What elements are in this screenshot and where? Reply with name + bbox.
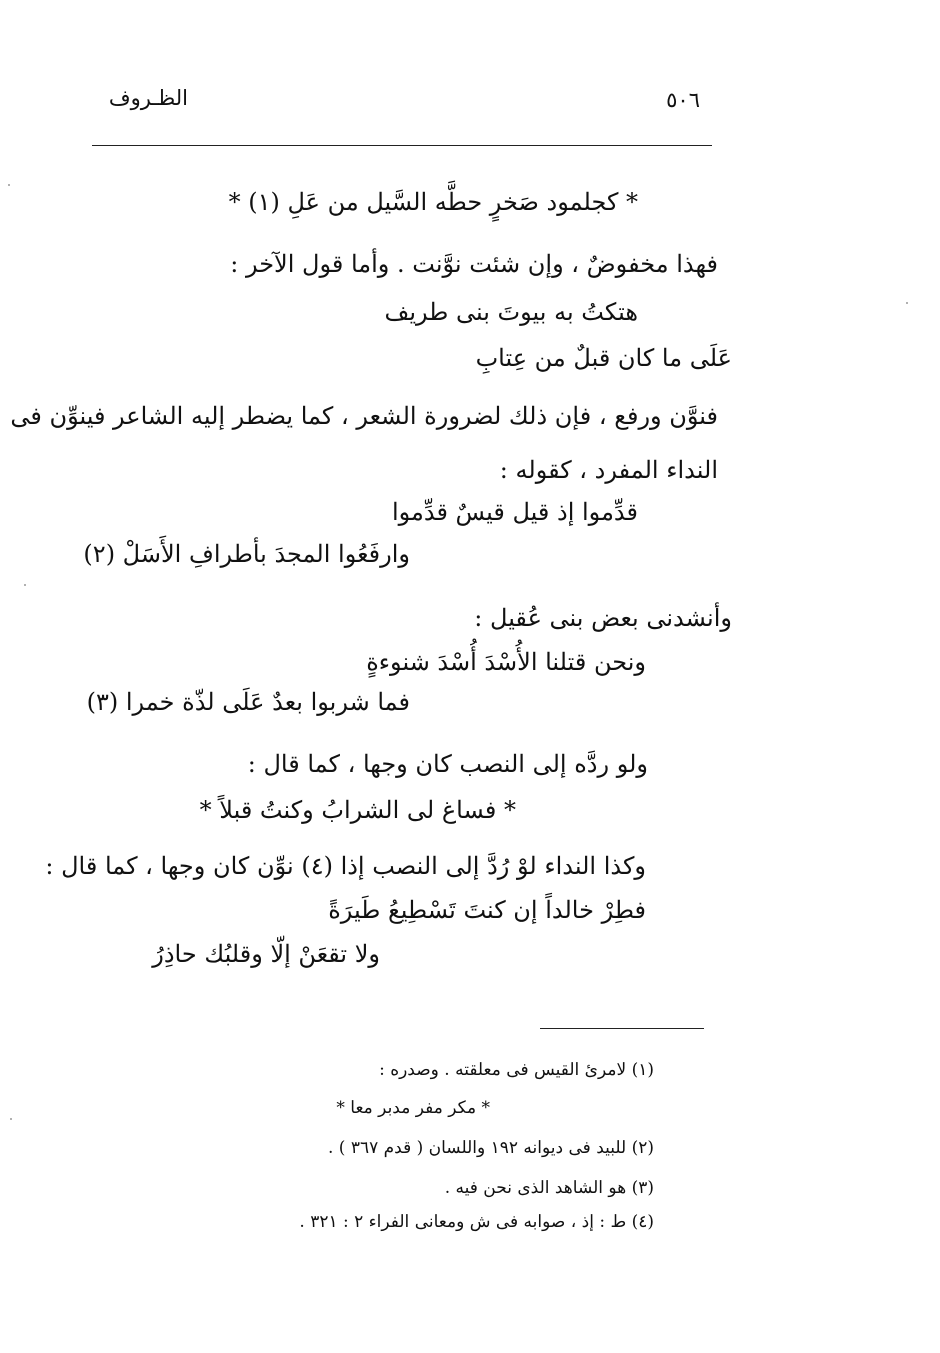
footnote-3: (٣) هو الشاهد الذى نحن فيه .: [444, 1178, 654, 1198]
footnote-2: (٢) للبيد فى ديوانه ١٩٢ واللسان ( قدم ٣٦٧ ) .: [327, 1138, 654, 1158]
scan-speck: [906, 302, 908, 304]
verse-line-10: ونحن قتلنا الأُسْدَ أُسْدَ شنوءةٍ: [366, 648, 646, 676]
prose-line-9: وأنشدنى بعض بنى عُقيل :: [474, 604, 732, 632]
header-divider: [92, 145, 712, 146]
verse-line-3: هتكتُ به بيوتَ بنى طريف: [384, 298, 638, 326]
prose-line-6: النداء المفرد ، كقوله :: [499, 456, 718, 484]
footnote-1: (١) لامرئ القيس فى معلقته . وصدره :: [379, 1060, 654, 1080]
scan-speck: [10, 1118, 12, 1120]
prose-line-2: فهذا مخفوضٌ ، وإن شئت نوَّنت . وأما قول الآخر :: [230, 250, 718, 278]
page-number: ٥٠٦: [666, 88, 700, 112]
prose-line-12: ولو ردَّه إلى النصب كان وجها ، كما قال :: [247, 750, 648, 778]
verse-line-1: * كجلمود صَخرٍ حطَّه السَّيل من عَلِ (١) *: [228, 188, 638, 216]
running-header-title: الظـروف: [108, 86, 188, 110]
scan-speck: [8, 184, 10, 186]
prose-line-5: فنوَّن ورفع ، فإن ذلك لضرورة الشعر ، كما يضطر إليه الشاعر فينوِّن فى: [10, 402, 718, 430]
verse-line-4: عَلَى ما كان قبلٌ من عِتابِ: [475, 344, 732, 372]
prose-line-14: وكذا النداء لوْ رُدَّ إلى النصب إذا (٤) نوِّن كان وجها ، كما قال :: [45, 852, 646, 880]
scan-speck: [24, 584, 26, 586]
verse-line-11: فما شربوا بعدٌ عَلَى لذّة خمرا (٣): [86, 688, 410, 716]
verse-line-13: * فساغ لى الشرابُ وكنتُ قبلاً *: [199, 796, 516, 824]
footnote-divider: [540, 1028, 704, 1029]
footnote-4: (٤) ط : إذ ، صوابه فى ش ومعانى الفراء ٢ : ٣٢١ .: [299, 1212, 654, 1232]
verse-line-16: ولا تقعَنْ إلّا وقلبُك حاذِرُ: [152, 940, 380, 968]
verse-line-8: وارفَعُوا المجدَ بأطرافِ الأَسَلْ (٢): [83, 540, 410, 568]
verse-line-15: فطِرْ خالداً إن كنتَ تَسْطِيعُ طَيرَةً: [328, 896, 646, 924]
verse-line-7: قدِّموا إذ قيل قيسٌ قدِّموا: [391, 498, 638, 526]
footnote-1-verse: * مكر مفر مدبر معا *: [336, 1098, 490, 1118]
